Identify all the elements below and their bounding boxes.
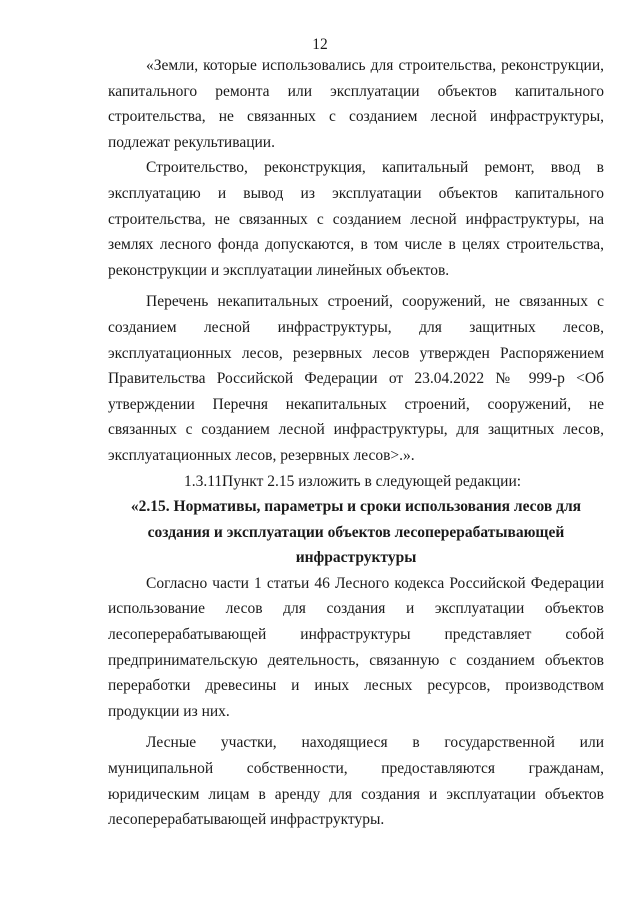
- section-heading: «2.15. Нормативы, параметры и сроки использования лесов для создания и эксплуатации объектов лесоперерабатывающей инфраструктуры: [130, 498, 582, 567]
- paragraph-noncapital-list: Перечень некапитальных строений, сооружений, не связанных с созданием лесной инфраструктуры, для защитных лесов, эксплуатационных лесов, резервных лесов утвержден Распоряжением Правительства Российской Федерации от 23.04.2022 № 999-р <Об утверждении Перечня некапитальных строений, сооружений, не связанных с созданием лесной инфраструктуры, для защитных лесов, эксплуатационных лесов, резервных лесов>.».: [108, 293, 604, 464]
- paragraph-lease: Лесные участки, находящиеся в государственной или муниципальной собственности, предоставляются гражданам, юридическим лицам в аренду для создания и эксплуатации объектов лесоперерабатывающей инфраструктуры.: [108, 734, 604, 829]
- paragraph-forest-code: Согласно части 1 статьи 46 Лесного кодекса Российской Федерации использование лесов для создания и эксплуатации объектов лесоперерабатывающей инфраструктуры представляет собой предпринимательскую деятельность, связанную с созданием объектов переработки древесины и иных лесных ресурсов, производством продукции из них.: [108, 574, 604, 720]
- page-number: 12: [312, 36, 328, 53]
- document-body: [108, 53, 604, 833]
- amendment-item-number: 1.3.11.: [184, 472, 227, 490]
- paragraph-construction: Строительство, реконструкция, капитальный ремонт, ввод в эксплуатацию и вывод из эксплуатации объектов капитального строительства, не связанных с созданием лесной инфраструктуры, на землях лесного фонда допускаются, в том числе в целях строительства, реконструкции и эксплуатации линейных объектов.: [108, 159, 604, 279]
- paragraph-reclamation: «Земли, которые использовались для строительства, реконструкции, капитального ремонта или эксплуатации объектов капитального строительства, не связанных с созданием лесной инфраструктуры, подлежат рекультивации.: [108, 57, 604, 151]
- amendment-item: [108, 469, 604, 495]
- amendment-item-text: Пункт 2.15 изложить в следующей редакции:: [222, 472, 522, 490]
